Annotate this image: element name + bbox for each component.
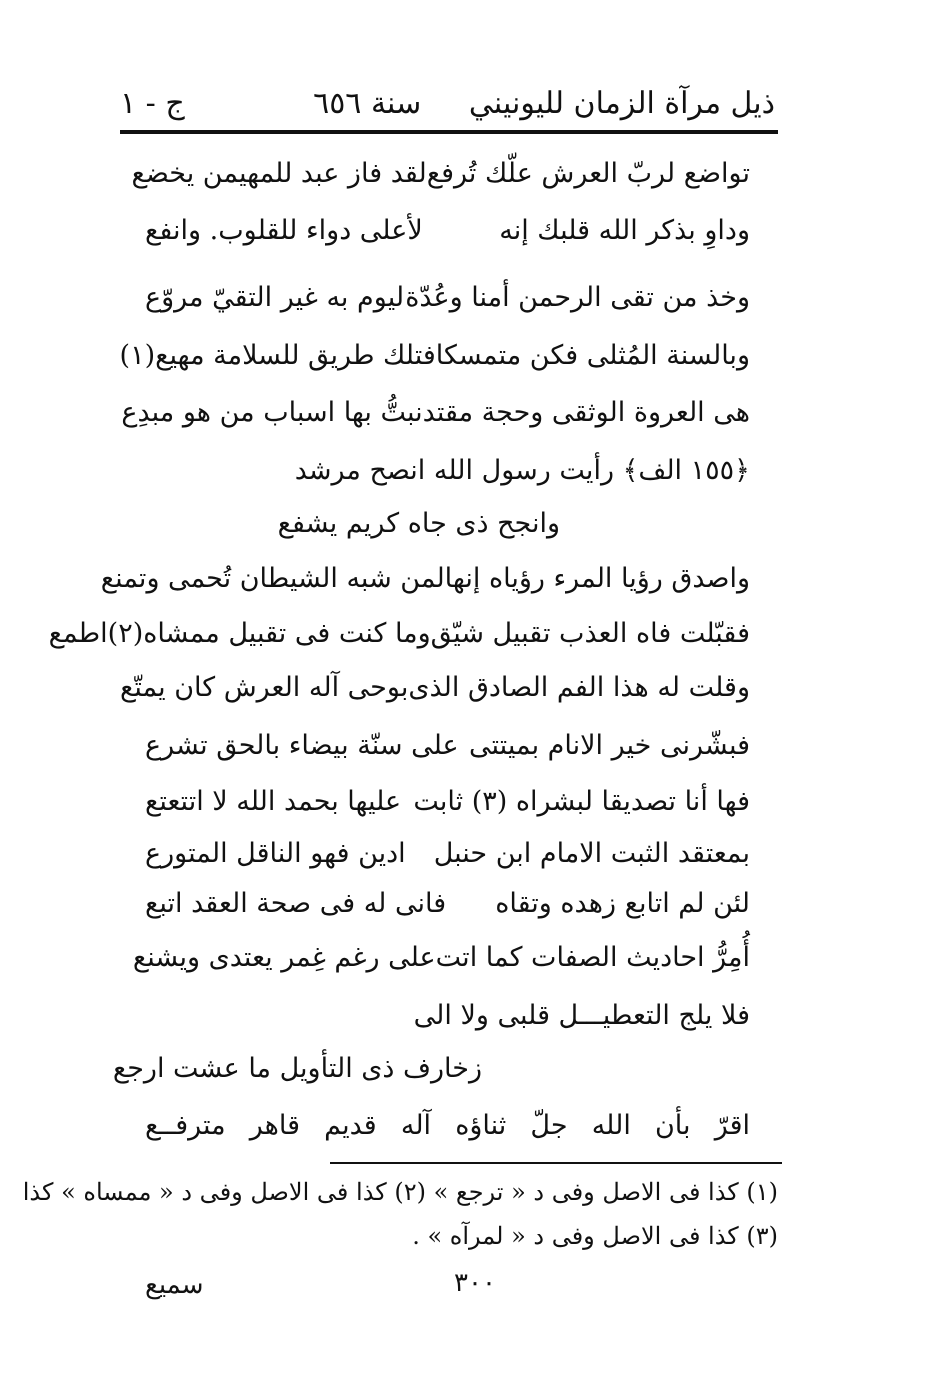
header-year: سنة ٦٥٦ bbox=[313, 85, 422, 121]
verse-line bbox=[132, 942, 750, 973]
verse-line-fala: فلا يلج التعطيـــل قلبى ولا الى bbox=[413, 1000, 750, 1031]
verse-line bbox=[100, 563, 750, 594]
verse-line bbox=[145, 215, 750, 246]
verse-first-hemistich: وداوِ بذكر الله قلبك إنه bbox=[499, 215, 750, 246]
verse-first-hemistich: فبشّرنى خير الانام بميتتى bbox=[469, 730, 750, 761]
verse-line bbox=[145, 888, 750, 919]
verse-full-line: اقرّ بأن الله جلّ ثناؤه آله قديم قاهر مترفــع bbox=[145, 1110, 750, 1141]
verse-line-zakharif: زخارف ذى التأويل ما عشت ارجع bbox=[112, 1053, 482, 1084]
verse-first-hemistich: وخذ من تقى الرحمن أمنا وعُدّة bbox=[405, 282, 750, 313]
verse-line-aqirr bbox=[145, 1110, 750, 1141]
verse-first-hemistich: واصدق رؤيا المرء رؤياه إنها bbox=[444, 563, 750, 594]
verse-line bbox=[145, 282, 750, 313]
book-title: ذيل مرآة الزمان لليونيني bbox=[468, 85, 775, 121]
verse-second-hemistich: فتلك طريق للسلامة مهيع(١) bbox=[119, 340, 436, 371]
verse-first-hemistich: لئن لم اتابع زهده وتقاه bbox=[495, 888, 750, 919]
verse-second-hemistich: لمن شبه الشيطان تُحمى وتمنع bbox=[100, 563, 445, 594]
verse-first-hemistich: وقلت له هذا الفم الصادق الذى bbox=[408, 672, 750, 703]
verse-second-hemistich: عليها بحمد الله لا اتتعتع bbox=[145, 786, 402, 817]
verse-second-hemistich: على سنّة بيضاء بالحق تشرع bbox=[145, 730, 459, 761]
running-header bbox=[120, 80, 775, 126]
verse-line bbox=[145, 786, 750, 817]
verse-line bbox=[145, 838, 750, 869]
verse-second-hemistich: لأعلى دواء للقلوب. وانفع bbox=[145, 215, 423, 246]
verse-second-hemistich: نبتُّ بها اسباب من هو مبدِع bbox=[121, 397, 423, 428]
verse-first-hemistich: بمعتقد الثبت الامام ابن حنبل bbox=[433, 838, 750, 869]
verse-first-hemistich: وبالسنة المُثلى فكن متمسكا bbox=[435, 340, 750, 371]
verse-second-hemistich: ادين فهو الناقل المتورع bbox=[145, 838, 406, 869]
verse-line bbox=[121, 397, 750, 428]
page-number: ٣٠٠ bbox=[454, 1268, 496, 1298]
verse-line bbox=[145, 730, 750, 761]
header-rule bbox=[120, 130, 778, 134]
verse-second-hemistich: لقد فاز عبد للمهيمن يخضع bbox=[131, 158, 427, 189]
footnote-line: (٣) كذا فى الاصل وفى د « لمرآه » . bbox=[412, 1222, 778, 1250]
footnote-line: (١) كذا فى الاصل وفى د « ترجع » (٢) كذا فى الاصل وفى د « ممساه » كذا bbox=[22, 1178, 778, 1206]
verse-line bbox=[48, 618, 750, 649]
verse-line-continuation: وانجح ذى جاه كريم يشفع bbox=[277, 508, 560, 539]
header-title bbox=[313, 86, 775, 121]
catchword: سميع bbox=[145, 1270, 204, 1300]
verse-first-hemistich: تواضع لربّ العرش علّك تُرفع bbox=[426, 158, 750, 189]
verse-second-hemistich: بوحى آله العرش كان يمتّع bbox=[119, 672, 409, 703]
verse-first-hemistich: أُمِرُّ احاديث الصفات كما اتت bbox=[435, 942, 750, 973]
verse-second-hemistich: على رغم غِمر يعتدى ويشنع bbox=[132, 942, 436, 973]
footnote-rule bbox=[330, 1162, 782, 1164]
volume-number: ج - ١ bbox=[120, 85, 185, 121]
verse-line bbox=[131, 158, 750, 189]
verse-line bbox=[119, 340, 750, 371]
verse-first-hemistich: فها أنا تصديقا لبشراه (٣) ثابت bbox=[413, 786, 750, 817]
verse-line-folio-mark: ﴿١٥٥ الف﴾ رأيت رسول الله انصح مرشد bbox=[294, 455, 750, 486]
verse-first-hemistich: هى العروة الوثقى وحجة مقتد bbox=[422, 397, 750, 428]
verse-second-hemistich: وما كنت فى تقبيل ممشاه(٢)اطمع bbox=[48, 618, 431, 649]
verse-second-hemistich: ليوم به غير التقيّ مروّع bbox=[145, 282, 405, 313]
verse-line bbox=[119, 672, 750, 703]
verse-second-hemistich: فانى له فى صحة العقد اتبع bbox=[145, 888, 447, 919]
verse-first-hemistich: فقبّلت فاه العذب تقبيل شيّق bbox=[430, 618, 750, 649]
